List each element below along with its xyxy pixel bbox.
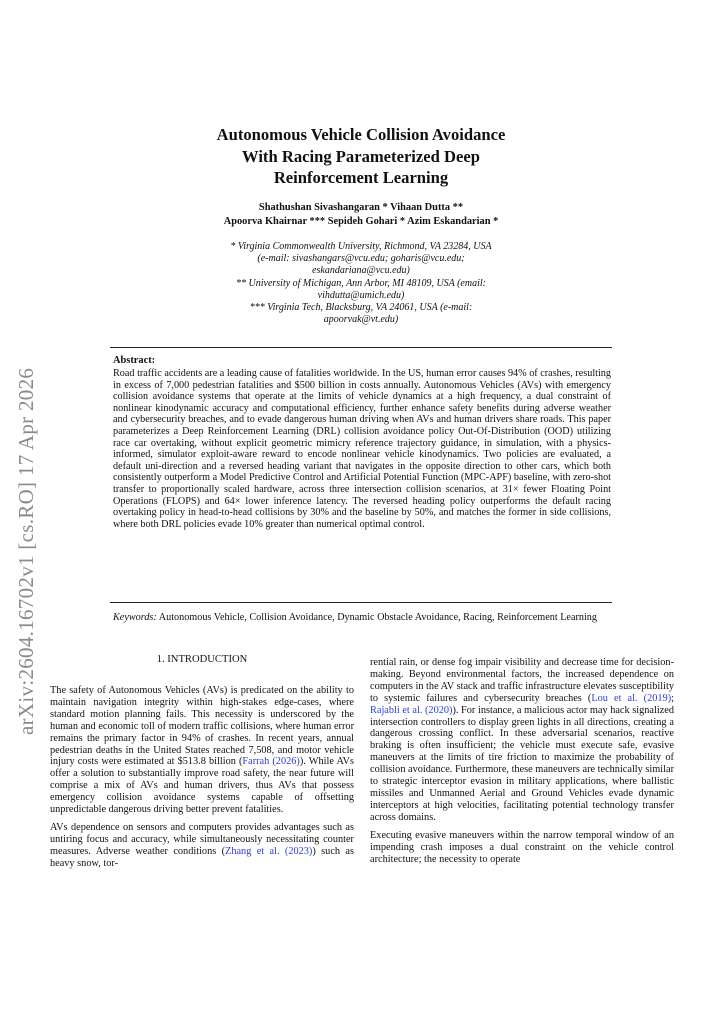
text-run: ) such as heavy snow, tor-	[50, 845, 355, 869]
affiliation-line: eskandariana@vcu.edu)	[312, 265, 410, 277]
keywords-text: Autonomous Vehicle, Collision Avoidance, Dynamic Obstacle Avoidance, Racing, Reinforcement Learning	[156, 612, 597, 623]
affiliation-line: apoorvak@vt.edu)	[323, 314, 399, 326]
text-run: AVs dependence on sensors and computers provides advantages such as untiring focus and accuracy, while simultaneously necessitating counter measures. Adverse weather conditions (	[50, 821, 354, 857]
affiliations	[150, 241, 572, 326]
left-column	[50, 685, 354, 876]
text-run: The safety of Autonomous Vehicles (AVs) is predicated on the ability to maintain navigation integrity within high-stakes edge-cases, where standard motion planning fails. This necessity is underscored by the human and economic toll of modern traffic collisions, where human error remains the primary factor in 94% of crashes. In recent years, annual pedestrian deaths in the United States reached 7,508, and motor vehicle injury costs were estimated at $513.8 billion (	[50, 685, 354, 768]
affiliation-line: ** University of Michigan, Ann Arbor, MI 48109, USA (email:	[236, 277, 486, 289]
text-run: ;	[671, 692, 674, 704]
title-line: Autonomous Vehicle Collision Avoidance	[216, 125, 506, 144]
text-run: ). For instance, a malicious actor may hack signalized intersection controllers to display green lights in all directions, creating a dangerous crossing conflict. In these adversarial scenarios, reactive braking is often insufficient; the vehicle must execute safe, evasive maneuvers at the limits of tire friction to maximize the probability of collision avoidance. Furthermore, these maneuvers are technically similar to strategic interceptor evasion in military applications, where ballistic missiles and Unmanned Aerial and Ground Vehicles evade dynamic interceptors at high velocities, facilitating potential technology transfer across domains.	[370, 704, 674, 823]
text-run: rential rain, or dense fog impair visibility and decrease time for decision-making. Beyond environmental factors, the increased dependence on computers in the AV stack and traffic infrastructure elevates susceptibility to systemic failures and cybersecurity breaches (	[370, 657, 674, 704]
affiliation-line: * Virginia Commonwealth University, Richmond, VA 23284, USA	[230, 241, 492, 252]
section-heading-introduction: 1. INTRODUCTION	[156, 654, 248, 665]
paragraph: Executing evasive maneuvers within the narrow temporal window of an impending crash imposes a dual constraint on the vehicle control architecture; the necessity to operate	[370, 829, 674, 865]
authors-line: Shathushan Sivashangaran * Vihaan Dutta **	[258, 202, 464, 213]
citation-link[interactable]: Zhang et al. (2023)	[225, 845, 313, 857]
keywords	[113, 612, 611, 624]
right-column	[370, 657, 674, 871]
citation-link[interactable]: Rajabli et al. (2020)	[370, 704, 453, 716]
affiliation-line: *** Virginia Tech, Blacksburg, VA 24061, USA (e-mail:	[249, 302, 473, 314]
paragraph	[370, 657, 674, 824]
abstract-top-rule	[110, 347, 612, 348]
authors-line: Apoorva Khairnar *** Sepideh Gohari * Azim Eskandarian *	[223, 215, 499, 227]
author-list	[110, 201, 612, 228]
paragraph	[50, 685, 354, 816]
paragraph	[50, 822, 354, 870]
citation-link[interactable]: Farrah (2026)	[242, 756, 300, 768]
affiliation-line: (e-mail: sivashangars@vcu.edu; goharis@vcu.edu;	[257, 253, 465, 265]
affiliation-line: vihdutta@umich.edu)	[317, 289, 405, 301]
abstract-text: Road traffic accidents are a leading cause of fatalities worldwide. In the US, human error causes 94% of crashes, resulting in excess of 7,000 pedestrian fatalities and $500 billion in costs annually. Autonomous Vehicles (AVs) with emergency collision avoidance systems that operate at the limits of vehicle dynamics at a high frequency, a dual constraint of nonlinear kinodynamic accuracy and computational efficiency, further enhance safety benefits during adverse weather and cybersecurity breaches, and to evade dangerous human driving when AVs and human drivers share roads. This paper parameterizes a Deep Reinforcement Learning (DRL) collision avoidance policy Out-Of-Distribution (OOD) utilizing race car overtaking, without explicit geometric mimicry reference trajectory guidance, in simulation, with a physics-informed, simulator exploit-aware reward to encode nonlinear vehicle kinodynamics. Two policies are evaluated, a default uni-direction and a reversed heading variant that navigates in the opposite direction to other cars, which both consistently outperform a Model Predictive Control and Artificial Potential Function (MPC-APF) baseline, with zero-shot transfer to proportionally scaled hardware, across three intersection collision scenarios, at 31× fewer Floating Point Operations (FLOPS) and 64× lower inference latency. The reversed heading policy outperforms the default racing overtaking policy in head-to-head collisions by 30% and the baseline by 50%, and matches the former in side collisions, where both DRL policies evade 10% greater than numerical optimal control.	[113, 368, 611, 530]
arxiv-stamp: arXiv:2604.16702v1 [cs.RO] 17 Apr 2026	[14, 367, 38, 735]
abstract-heading: Abstract:	[113, 355, 156, 366]
citation-link[interactable]: Lou et al. (2019)	[591, 692, 672, 704]
text-run: ). While AVs offer a solution to substantially improve road safety, the near future will comprise a mix of AVs and human drivers, thus AVs that possess emergency collision avoidance systems capable of offsetting unpredictable dangerous driving better prevent fatalities.	[50, 756, 354, 816]
title-line: With Racing Parameterized Deep	[242, 146, 480, 166]
keywords-label: Keywords:	[113, 612, 157, 623]
abstract-bottom-rule	[110, 602, 612, 603]
title-line: Reinforcement Learning	[273, 168, 449, 187]
paper-title	[150, 124, 572, 189]
